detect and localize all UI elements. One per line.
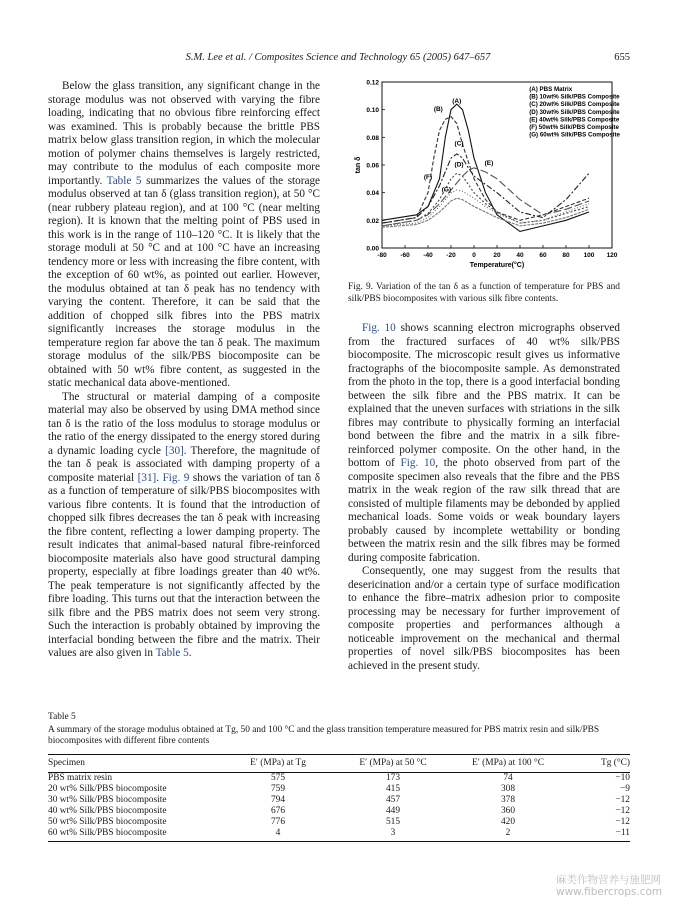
figure-caption: Fig. 9. Variation of the tan δ as a function of temperature for PBS and silk/PBS biocomposites with various silk fibre contents. xyxy=(348,282,620,304)
table-cell: 40 wt% Silk/PBS biocomposite xyxy=(48,805,167,816)
table-cell: 449 xyxy=(385,805,401,816)
chart-callouts xyxy=(424,98,493,194)
y-tick-label: 0.12 xyxy=(366,79,379,87)
series-callout-label: (E) xyxy=(484,160,494,167)
table-cell: 20 wt% Silk/PBS biocomposite xyxy=(48,783,167,794)
series-line xyxy=(382,168,589,226)
body-text: . Therefore, the magnitude of the tan δ peak is associated with damping property of a composite material xyxy=(48,444,320,484)
table-cell: 759 xyxy=(270,783,286,794)
series-callout-label: (D) xyxy=(454,161,464,169)
table-body xyxy=(48,772,630,841)
table-label: Table 5 xyxy=(48,712,76,722)
cross-reference-link[interactable]: [31] xyxy=(137,471,157,484)
table-cell: 308 xyxy=(500,783,516,794)
table-cell: 776 xyxy=(270,816,286,827)
table-cell: 515 xyxy=(385,816,401,827)
table-cell: −12 xyxy=(615,805,630,816)
series-callout-label: (F) xyxy=(423,173,433,181)
left-column xyxy=(48,80,320,661)
table-cell: −12 xyxy=(615,816,630,827)
body-text: summarizes the values of the storage modulus observed at tan δ (glass transition region), at 50 °C (near rubbery plateau region), and at 100 °C (near melting region). It is known that the melting point of PBS used in this work is in the range of 110–120 °C. It is likely that the storage moduli at 50 °C and at 100 °C have an increasing tendency more or less with increasing the fibre content, with the exception of 60 wt%, as pointed out earlier. However, the modulus obtained at tan δ peak has no tendency with varying the content. Therefore, it can be said that the addition of chopped silk fibres into the PBS matrix significantly increases the storage modulus in the temperature region far above the tan δ peak. The maximum storage modulus of the silk/PBS biocomposite can be obtained with 50 wt% fibre content, as suggested in the static mechanical data above-mentioned. xyxy=(48,174,321,389)
cross-reference-link[interactable]: [30] xyxy=(165,444,184,457)
x-tick-label: 120 xyxy=(606,252,618,259)
table-cell: 360 xyxy=(500,805,516,816)
table-cell: −10 xyxy=(615,772,630,783)
table-row xyxy=(48,828,630,842)
paragraph xyxy=(348,322,620,565)
table-cell: 420 xyxy=(500,816,516,827)
table-cell: 575 xyxy=(270,772,286,783)
cross-reference-link[interactable]: Fig. 10 xyxy=(362,322,396,334)
body-text: Consequently, one may suggest from the results that desericination and/or a certain type of surface modification to enhance the fibre–matrix adhesion prior to composite processing may be necessary for further improvement of composite properties and performances although a noticeable improvement on the mechanical and thermal properties of novel silk/PBS biocomposites has been achieved in the present study. xyxy=(348,565,620,672)
table-row xyxy=(48,817,630,828)
body-text: , the photo observed from part of the composite specimen also reveals that the fibre and the PBS matrix in the weak region of the raw silk thread that are consisted of multiple filaments may be debonded by applied mechanical loads. Some voids or weak boundary layers probably caused by incomplete wettability or bonding between the matrix resin and the silk fibres may be formed during composite fabrication. xyxy=(348,457,620,564)
table-row xyxy=(48,806,630,817)
watermark-line: www.fibercrops.com xyxy=(556,886,663,898)
table-cell: 794 xyxy=(270,794,286,805)
series-callout-label: (C) xyxy=(454,140,464,148)
table-cell: 173 xyxy=(385,772,401,783)
table-cell: 50 wt% Silk/PBS biocomposite xyxy=(48,816,167,827)
body-text: . xyxy=(156,471,163,484)
summary-table xyxy=(48,754,630,842)
cross-reference-link[interactable]: Table 5 xyxy=(155,647,189,659)
legend-entry: (D) 30wt% Silk/PBS Composite xyxy=(529,108,620,116)
x-tick-label: 100 xyxy=(583,252,595,259)
table-cell: 676 xyxy=(270,805,286,816)
series-callout-label: (G) xyxy=(441,186,452,194)
table-row xyxy=(48,772,630,784)
cross-reference-link[interactable]: Fig. 10 xyxy=(400,457,436,469)
y-tick-label: 0.06 xyxy=(366,162,379,170)
series-line xyxy=(382,190,589,226)
x-tick-label: -80 xyxy=(377,252,387,259)
paragraph xyxy=(48,80,320,391)
table-cell: PBS matrix resin xyxy=(48,772,113,783)
table-cell: 4 xyxy=(223,828,333,842)
table-cell: −11 xyxy=(563,828,630,842)
series-callout-label: (B) xyxy=(433,106,443,114)
paragraph xyxy=(348,565,620,673)
watermark xyxy=(556,874,662,898)
body-text: The structural or material damping of a composite material may also be observed by using DMA method since tan δ is the ratio of the loss modulus to storage modulus or the ratio of the energy dissipated to the energy stored during a dynamic loading cycle xyxy=(48,390,320,457)
x-tick-label: 80 xyxy=(562,252,570,259)
table-cell: 3 xyxy=(333,828,453,842)
figure-9 xyxy=(348,74,630,274)
series-callout-label: (A) xyxy=(452,97,462,105)
legend-entry: (B) 10wt% Silk/PBS Composite xyxy=(529,93,620,101)
body-text: shows scanning electron micrographs observed from the fractured surfaces of 40 wt% silk/PBS biocomposite. The microscopic result gives us informative fractographs of the biocomposite sample. As demonstrated from the photo in the top, there is a good interfacial bonding between the silk fibre and the PBS matrix. It can be explained that the uneven surfaces with striations in the silk fibres may contribute to physically forming an interfacial bond between the fibre and the matrix in a silk fibre-reinforced polymer composite. On the other hand, in the bottom of xyxy=(348,322,620,469)
page-number: 655 xyxy=(614,52,630,63)
x-tick-label: -40 xyxy=(423,252,433,259)
x-tick-label: 0 xyxy=(472,252,476,259)
column-header: Specimen xyxy=(48,754,223,772)
table-cell: 30 wt% Silk/PBS biocomposite xyxy=(48,794,167,805)
table-cell: −9 xyxy=(620,783,630,794)
table-header-row xyxy=(48,754,630,772)
column-header: Tg (°C) xyxy=(563,754,630,772)
legend-entry: (E) 40wt% Silk/PBS Composite xyxy=(529,116,620,124)
x-tick-label: -60 xyxy=(400,252,410,259)
table-cell: 60 wt% Silk/PBS biocomposite xyxy=(48,828,223,842)
body-text: Below the glass transition, any significant change in the storage modulus was not observed with varying the fibre loading, indicating that no obvious fibre reinforcing effect was examined. This is probably because the brittle PBS matrix below glass transition region, in which the molecular motion of polymer chains themselves is largely restricted, may contribute to the modulus of each composite more importantly. xyxy=(48,80,320,187)
table-cell: −12 xyxy=(615,794,630,805)
body-text: shows the variation of tan δ as a function of temperature of silk/PBS biocomposites with various fibre contents. It is found that the introduction of chopped silk fibres decreases the tan δ peak with increasing the fibre content, reflecting a lower damping property. The result indicates that animal-based natural fibre-reinforced biocomposite materials also have good structural damping property, especially at fibre loadings greater than 40 wt%. The peak temperature is not significantly affected by the fibre loading. This turns out that the interaction between the silk fibre and the PBS matrix does not seem very strong. Such the interaction is probably obtained by improving the interfacial bonding between the fibre and the matrix. Their values are also given in xyxy=(48,471,320,659)
body-text: . xyxy=(188,647,192,659)
legend-entry: (G) 60wt% Silk/PBS Composite xyxy=(529,131,620,139)
table-row xyxy=(48,784,630,795)
x-tick-label: 60 xyxy=(539,252,547,259)
table-caption: A summary of the storage modulus obtained at Tg, 50 and 100 °C and the glass transition temperature measured for PBS matrix resin and silk/PBS biocomposites with different fibre contents xyxy=(48,724,600,746)
y-axis-label: tan δ xyxy=(355,156,362,174)
y-tick-label: 0.08 xyxy=(366,134,379,142)
column-header: E′ (MPa) at 50 °C xyxy=(333,754,453,772)
table-cell: 378 xyxy=(500,794,516,805)
y-tick-label: 0.02 xyxy=(366,217,379,225)
legend-entry: (A) PBS Matrix xyxy=(529,86,573,93)
table-cell: 2 xyxy=(453,828,563,842)
x-tick-label: 40 xyxy=(516,252,524,259)
table-cell: 415 xyxy=(385,783,401,794)
cross-reference-link[interactable]: Table 5 xyxy=(106,174,142,187)
column-header: E′ (MPa) at Tg xyxy=(223,754,333,772)
y-tick-label: 0.04 xyxy=(366,190,379,198)
legend-entry: (F) 50wt% Silk/PBS Composite xyxy=(529,124,619,131)
watermark-line: 麻类作物营养与施肥网 xyxy=(556,874,661,886)
x-axis-label: Temperature(°C) xyxy=(469,262,525,269)
paragraph xyxy=(48,391,320,661)
right-column xyxy=(348,322,620,673)
y-tick-label: 0.10 xyxy=(366,107,379,115)
cross-reference-link[interactable]: Fig. 9 xyxy=(162,471,190,484)
table-cell: 74 xyxy=(503,772,513,783)
table-5 xyxy=(48,712,630,842)
table-row xyxy=(48,795,630,806)
running-head: S.M. Lee et al. / Composites Science and Technology 65 (2005) 647–657 xyxy=(185,52,491,63)
legend-entry: (C) 20wt% Silk/PBS Composite xyxy=(529,101,620,109)
chart-legend xyxy=(529,86,620,139)
x-tick-label: -20 xyxy=(446,252,456,259)
tan-delta-chart xyxy=(348,74,630,274)
y-tick-label: 0.00 xyxy=(366,245,379,253)
column-header: E′ (MPa) at 100 °C xyxy=(453,754,563,772)
x-tick-label: 20 xyxy=(493,252,501,259)
table-cell: 457 xyxy=(385,794,401,805)
series-line xyxy=(382,198,589,227)
